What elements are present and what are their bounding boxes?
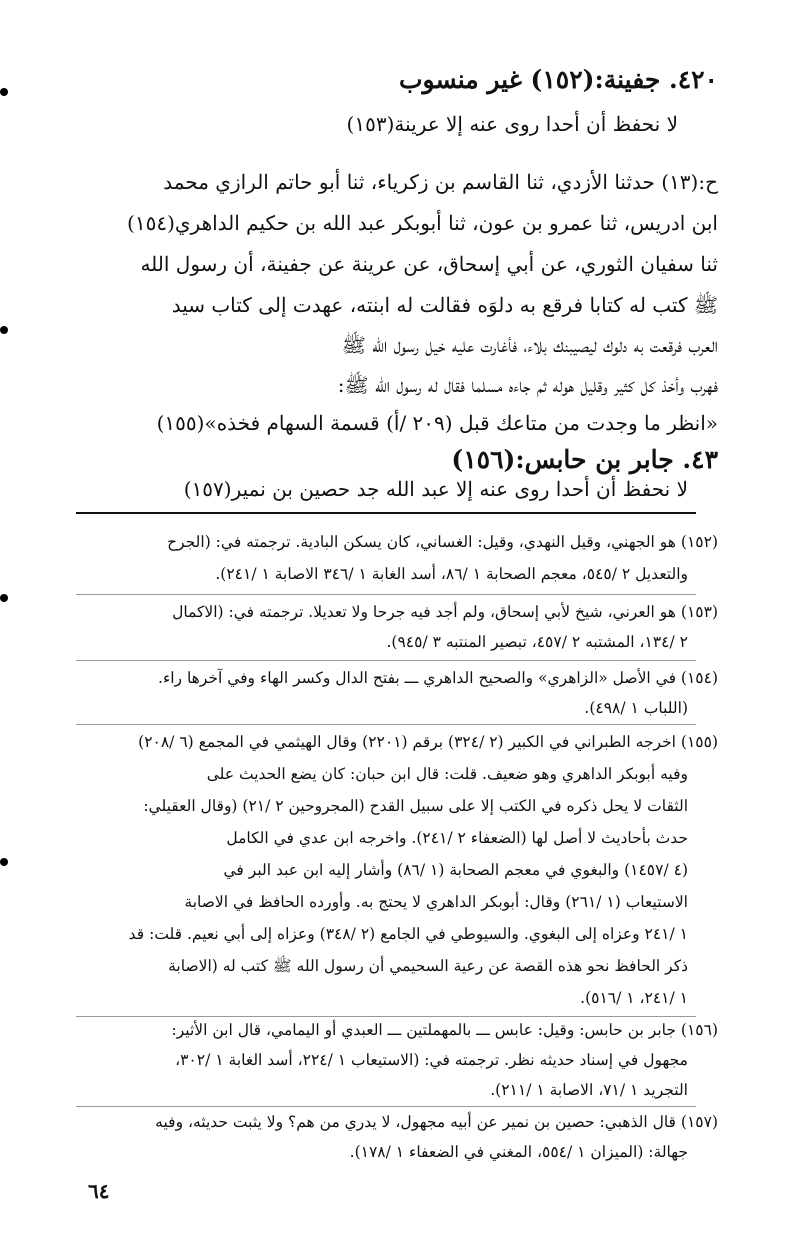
binding-hole (0, 88, 8, 96)
footnote-line: (٤ /١٤٥٧) والبغوي في معجم الصحابة (١ /٨٦) وأشار إليه ابن عبد البر في (223, 861, 688, 879)
footnote-line: الاستيعاب (١ /٢٦١) وقال: أبوبكر الداهري لا يحتج به. وأورده الحافظ في الاصابة (184, 893, 688, 911)
footnote-line: ١ /٢٤١، ١ /٥١٦). (580, 989, 688, 1007)
footnote-line: ٢ /١٣٤، المشتبه ٢ /٤٥٧، تبصير المنتبه ٣ /٩٤٥). (386, 633, 688, 651)
binding-hole (0, 326, 8, 334)
footnote-line: التجريد ١ /٧١، الاصابة ١ /٢١١). (490, 1081, 688, 1099)
footnote-line: (١٥٥) اخرجه الطبراني في الكبير (٢ /٣٢٤) برقم (٢٢٠١) وقال الهيثمي في المجمع (٦ /٢٠٨) (138, 733, 718, 751)
body-line: ثنا سفيان الثوري، عن أبي إسحاق، عن عرينة عن جفينة، أن رسول الله (140, 252, 718, 276)
body-line: «انظر ما وجدت من متاعك قبل (٢٠٩ /أ) قسمة السهام فخذه»(١٥٥) (156, 411, 718, 435)
footnote-line: ذكر الحافظ نحو هذه القصة عن رعية السحيمي أن رسول الله ﷺ كتب له (الاصابة (168, 957, 688, 975)
footnote-line: (١٥٢) هو الجهني، وقيل النهدي، وقيل: الغساني، كان يسكن البادية. ترجمته في: (الجرح (167, 533, 718, 551)
body-line: لا نحفظ أن أحدا روى عنه إلا عبد الله جد حصين بن نمير(١٥٧) (183, 477, 688, 501)
footnote-divider (76, 660, 696, 661)
body-line: ابن ادريس، ثنا عمرو بن عون، ثنا أبوبكر عبد الله بن حكيم الداهري(١٥٤) (127, 211, 718, 235)
footnote-divider (76, 1106, 696, 1107)
footnote-line: (١٥٧) قال الذهبي: حصين بن نمير عن أبيه مجهول، لا يدري من هم؟ ولا يثبت حديثه، وفيه (155, 1113, 718, 1131)
body-line: فهرب وأخذ كل كثير وقليل هوله ثم جاءه مسلما فقال له رسول الله ﷺ: (337, 373, 718, 397)
footnote-line: ١ /٢٤١ وعزاه إلى البغوي. والسيوطي في الجامع (٢ /٣٤٨) وعزاه إلى أبي نعيم. قلت: قد (128, 925, 688, 943)
footnote-divider (76, 594, 696, 595)
page-number: ٦٤ (88, 1179, 110, 1203)
footnote-line: الثقات لا يحل ذكره في الكتب إلا على سبيل القدح (المجروحين ٢ /٢١) (وقال العقيلي: (143, 797, 688, 815)
body-line: ﷺ كتب له كتابا فرقع به دلوَه فقالت له ابنته، عهدت إلى كتاب سيد (171, 293, 718, 317)
footnote-line: والتعديل ٢ /٥٤٥، معجم الصحابة ١ /٨٦، أسد الغابة ١ /٣٤٦ الاصابة ١ /٢٤١). (215, 565, 688, 583)
footnote-line: (اللباب ١ /٤٩٨). (584, 699, 688, 717)
entry-heading-43: ٤٣. جابر بن حابس:(١٥٦) (451, 445, 718, 474)
body-line: ح:(١٣) حدثنا الأزدي، ثنا القاسم بن زكرياء، ثنا أبو حاتم الرازي محمد (163, 170, 718, 194)
body-line: لا نحفظ أن أحدا روى عنه إلا عرينة(١٥٣) (346, 112, 678, 136)
footnote-line: حدث بأحاديث لا أصل لها (الضعفاء ٢ /٢٤١). واخرجه ابن عدي في الكامل (226, 829, 688, 847)
entry-heading-420: ٤٢٠. جفينة:(١٥٢) غير منسوب (399, 65, 718, 94)
footnote-line: (١٥٣) هو العرني، شيخ لأبي إسحاق، ولم أجد فيه جرحا ولا تعديلا. ترجمته في: (الاكمال (172, 603, 718, 621)
body-line: العرب فرقعت به دلوك ليصيبنك بلاء، فأغارت عليه خيل رسول الله ﷺ (341, 333, 718, 357)
footnote-separator (76, 512, 696, 514)
footnote-line: جهالة: (الميزان ١ /٥٥٤، المغني في الضعفاء ١ /١٧٨). (349, 1143, 688, 1161)
footnote-divider (76, 724, 696, 725)
binding-hole (0, 858, 8, 866)
binding-hole (0, 594, 8, 602)
footnote-line: مجهول في إسناد حديثه نظر. ترجمته في: (الاستيعاب ١ /٢٢٤، أسد الغابة ١ /٣٠٢، (175, 1051, 688, 1069)
footnote-line: (١٥٤) في الأصل «الزاهري» والصحيح الداهري ـــ بفتح الدال وكسر الهاء وفي آخرها راء. (158, 669, 718, 687)
footnote-line: وفيه أبوبكر الداهري وهو ضعيف. قلت: قال ابن حبان: كان يضع الحديث على (206, 765, 688, 783)
footnote-line: (١٥٦) جابر بن حابس: وقيل: عابس ـــ بالمهملتين ـــ العبدي أو اليمامي، قال ابن الأثير: (171, 1021, 718, 1039)
